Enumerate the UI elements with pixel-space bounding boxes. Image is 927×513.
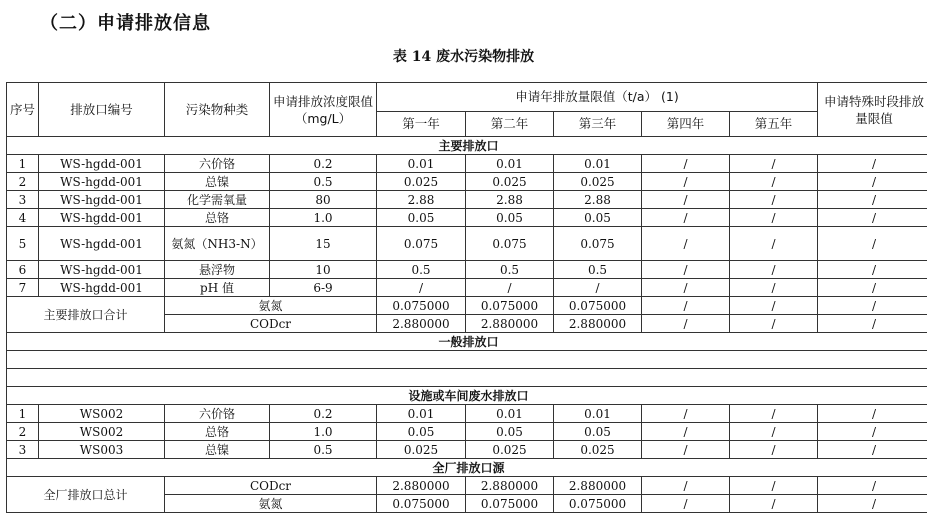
cell-y2: 0.5 [466, 261, 554, 279]
cell-y4: / [642, 155, 730, 173]
cell-conc: 0.5 [270, 441, 377, 459]
section-plant: 全厂排放口源 [7, 459, 927, 477]
cell-y1: 0.5 [377, 261, 466, 279]
cell-y5: / [730, 477, 818, 495]
cell-y3: 2.88 [554, 191, 642, 209]
cell-code: WS-hgdd-001 [39, 261, 165, 279]
cell-y4: / [642, 209, 730, 227]
cell-conc: 1.0 [270, 423, 377, 441]
header-year-1: 第一年 [377, 112, 466, 137]
cell-pollutant: 总铬 [165, 209, 270, 227]
cell-pollutant: 总镍 [165, 441, 270, 459]
cell-y5: / [730, 191, 818, 209]
cell-y2: 0.025 [466, 173, 554, 191]
cell-code: WS-hgdd-001 [39, 155, 165, 173]
cell-seq: 2 [7, 173, 39, 191]
table-row [7, 477, 927, 495]
cell-y2: 0.05 [466, 423, 554, 441]
cell-y3: 0.025 [554, 441, 642, 459]
cell-special: / [818, 209, 927, 227]
cell-pollutant: CODcr [165, 477, 377, 495]
cell-pollutant: 总镍 [165, 173, 270, 191]
cell-seq: 5 [7, 227, 39, 261]
cell-y1: 2.880000 [377, 477, 466, 495]
cell-pollutant: 六价铬 [165, 155, 270, 173]
cell-y3: 0.05 [554, 209, 642, 227]
cell-y1: 0.01 [377, 155, 466, 173]
cell-y4: / [642, 173, 730, 191]
cell-y5: / [730, 173, 818, 191]
cell-y5: / [730, 209, 818, 227]
header-special-limit: 申请特殊时段排放量限值 [818, 83, 927, 137]
cell-y1: / [377, 279, 466, 297]
cell-y4: / [642, 261, 730, 279]
cell-special: / [818, 423, 927, 441]
cell-y3: 0.075000 [554, 495, 642, 513]
table-row [7, 191, 927, 209]
cell-conc: 0.2 [270, 405, 377, 423]
header-annual-limit: 申请年排放量限值（t/a） (1) [377, 83, 818, 112]
wastewater-pollutant-table [6, 82, 927, 513]
cell-conc: 6-9 [270, 279, 377, 297]
cell-special: / [818, 279, 927, 297]
cell-seq: 3 [7, 441, 39, 459]
empty-row [7, 369, 927, 387]
cell-y2: 0.075000 [466, 297, 554, 315]
cell-seq: 2 [7, 423, 39, 441]
cell-y3: 0.01 [554, 405, 642, 423]
cell-code: WS003 [39, 441, 165, 459]
cell-special: / [818, 173, 927, 191]
cell-code: WS-hgdd-001 [39, 227, 165, 261]
table-row [7, 173, 927, 191]
cell-special: / [818, 261, 927, 279]
table-row [7, 297, 927, 315]
cell-y1: 0.025 [377, 441, 466, 459]
cell-y3: 2.880000 [554, 315, 642, 333]
cell-y5: / [730, 155, 818, 173]
cell-y5: / [730, 227, 818, 261]
table-row [7, 279, 927, 297]
header-year-2: 第二年 [466, 112, 554, 137]
table-caption: 表 14 废水污染物排放 [0, 46, 927, 66]
cell-y3: 0.075000 [554, 297, 642, 315]
cell-y5: / [730, 297, 818, 315]
cell-seq: 7 [7, 279, 39, 297]
section-heading: （二）申请排放信息 [40, 9, 211, 35]
table-row [7, 227, 927, 261]
header-outlet-code: 排放口编号 [39, 83, 165, 137]
cell-conc: 0.5 [270, 173, 377, 191]
cell-special: / [818, 441, 927, 459]
table-row [7, 209, 927, 227]
cell-pollutant: 氨氮 [165, 495, 377, 513]
cell-y3: 0.075 [554, 227, 642, 261]
cell-special: / [818, 155, 927, 173]
cell-pollutant: 氨氮 [165, 297, 377, 315]
cell-y2: / [466, 279, 554, 297]
cell-pollutant: 六价铬 [165, 405, 270, 423]
cell-y1: 0.05 [377, 423, 466, 441]
cell-seq: 1 [7, 155, 39, 173]
cell-y3: 0.025 [554, 173, 642, 191]
cell-seq: 6 [7, 261, 39, 279]
cell-y3: 0.5 [554, 261, 642, 279]
cell-special: / [818, 495, 927, 513]
empty-row [7, 351, 927, 369]
cell-code: WS-hgdd-001 [39, 191, 165, 209]
cell-pollutant: 悬浮物 [165, 261, 270, 279]
cell-y3: 2.880000 [554, 477, 642, 495]
cell-conc: 15 [270, 227, 377, 261]
cell-y4: / [642, 297, 730, 315]
cell-y5: / [730, 495, 818, 513]
table-row [7, 155, 927, 173]
table-row [7, 405, 927, 423]
cell-y4: / [642, 191, 730, 209]
cell-y4: / [642, 405, 730, 423]
cell-conc: 10 [270, 261, 377, 279]
cell-code: WS-hgdd-001 [39, 173, 165, 191]
cell-y3: 0.05 [554, 423, 642, 441]
cell-special: / [818, 315, 927, 333]
table-row [7, 261, 927, 279]
cell-special: / [818, 227, 927, 261]
cell-y4: / [642, 495, 730, 513]
cell-seq: 3 [7, 191, 39, 209]
cell-special: / [818, 405, 927, 423]
cell-y5: / [730, 279, 818, 297]
cell-y2: 0.025 [466, 441, 554, 459]
cell-y4: / [642, 227, 730, 261]
cell-y1: 0.025 [377, 173, 466, 191]
cell-y5: / [730, 423, 818, 441]
cell-y3: 0.01 [554, 155, 642, 173]
cell-y1: 2.880000 [377, 315, 466, 333]
header-conc-limit: 申请排放浓度限值（mg/L） [270, 83, 377, 137]
cell-y3: / [554, 279, 642, 297]
header-pollutant: 污染物种类 [165, 83, 270, 137]
section-facility: 设施或车间废水排放口 [7, 387, 927, 405]
section-main: 主要排放口 [7, 137, 927, 155]
cell-y2: 0.01 [466, 155, 554, 173]
section-general: 一般排放口 [7, 333, 927, 351]
cell-y5: / [730, 441, 818, 459]
cell-y5: / [730, 315, 818, 333]
cell-code: WS002 [39, 423, 165, 441]
cell-y4: / [642, 477, 730, 495]
cell-y5: / [730, 261, 818, 279]
cell-code: WS-hgdd-001 [39, 279, 165, 297]
cell-code: WS-hgdd-001 [39, 209, 165, 227]
cell-y5: / [730, 405, 818, 423]
header-seq: 序号 [7, 83, 39, 137]
cell-y2: 0.075 [466, 227, 554, 261]
cell-y2: 0.01 [466, 405, 554, 423]
cell-special: / [818, 477, 927, 495]
cell-conc: 0.2 [270, 155, 377, 173]
cell-code: WS002 [39, 405, 165, 423]
cell-y2: 2.88 [466, 191, 554, 209]
cell-conc: 80 [270, 191, 377, 209]
cell-conc: 1.0 [270, 209, 377, 227]
header-year-5: 第五年 [730, 112, 818, 137]
cell-y2: 2.880000 [466, 477, 554, 495]
table-row [7, 441, 927, 459]
table-row [7, 423, 927, 441]
cell-y1: 2.88 [377, 191, 466, 209]
header-year-3: 第三年 [554, 112, 642, 137]
cell-y4: / [642, 423, 730, 441]
cell-y1: 0.05 [377, 209, 466, 227]
cell-y2: 0.05 [466, 209, 554, 227]
cell-y2: 0.075000 [466, 495, 554, 513]
cell-y1: 0.075000 [377, 495, 466, 513]
cell-y4: / [642, 315, 730, 333]
cell-y4: / [642, 279, 730, 297]
cell-y1: 0.075000 [377, 297, 466, 315]
main-total-label: 主要排放口合计 [7, 297, 165, 333]
cell-special: / [818, 297, 927, 315]
cell-pollutant: 总铬 [165, 423, 270, 441]
cell-y4: / [642, 441, 730, 459]
header-year-4: 第四年 [642, 112, 730, 137]
cell-pollutant: 化学需氧量 [165, 191, 270, 209]
cell-pollutant: 氨氮（NH3-N） [165, 227, 270, 261]
cell-seq: 4 [7, 209, 39, 227]
plant-total-label: 全厂排放口总计 [7, 477, 165, 513]
cell-y2: 2.880000 [466, 315, 554, 333]
cell-seq: 1 [7, 405, 39, 423]
cell-special: / [818, 191, 927, 209]
cell-pollutant: CODcr [165, 315, 377, 333]
cell-y1: 0.075 [377, 227, 466, 261]
cell-y1: 0.01 [377, 405, 466, 423]
cell-pollutant: pH 值 [165, 279, 270, 297]
